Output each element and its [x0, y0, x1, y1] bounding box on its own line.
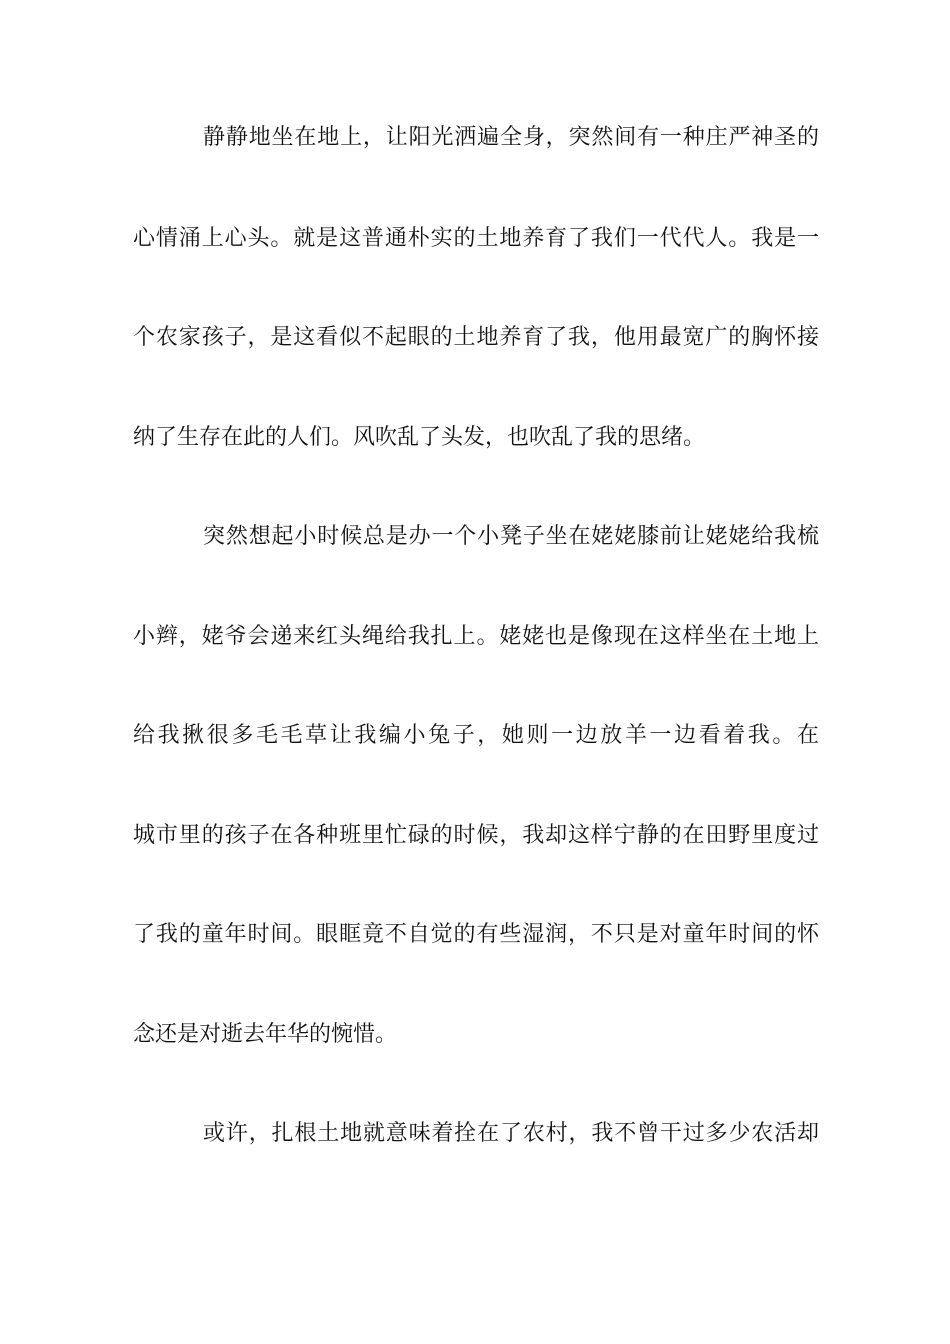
- paragraph-2-line-6: 念还是对逝去年华的惋惜。: [133, 1022, 398, 1047]
- paragraph-2-line-4: 城市里的孩子在各种班里忙碌的时候，我却这样宁静的在田野里度过: [133, 823, 819, 848]
- paragraph-3-line-1: 或许，扎根土地就意味着拴在了农村，我不曾干过多少农活却: [203, 1121, 819, 1146]
- paragraph-2-line-5: 了我的童年时间。眼眶竟不自觉的有些湿润，不只是对童年时间的怀: [133, 922, 819, 947]
- paragraph-1-line-3: 个农家孩子，是这看似不起眼的土地养育了我，他用最宽广的胸怀接: [133, 325, 819, 350]
- paragraph-2-line-3: 给我揪很多毛毛草让我编小兔子，她则一边放羊一边看着我。在: [133, 723, 819, 748]
- paragraph-1-line-2: 心情涌上心头。就是这普通朴实的土地养育了我们一代代人。我是一: [133, 226, 819, 251]
- paragraph-2-line-1: 突然想起小时候总是办一个小凳子坐在姥姥膝前让姥姥给我梳: [203, 524, 819, 549]
- paragraph-2-line-2: 小辫，姥爷会递来红头绳给我扎上。姥姥也是像现在这样坐在土地上: [133, 624, 819, 649]
- paragraph-1-line-1: 静静地坐在地上，让阳光洒遍全身，突然间有一种庄严神圣的: [203, 125, 819, 150]
- paragraph-1-line-4: 纳了生存在此的人们。风吹乱了头发，也吹乱了我的思绪。: [133, 425, 706, 450]
